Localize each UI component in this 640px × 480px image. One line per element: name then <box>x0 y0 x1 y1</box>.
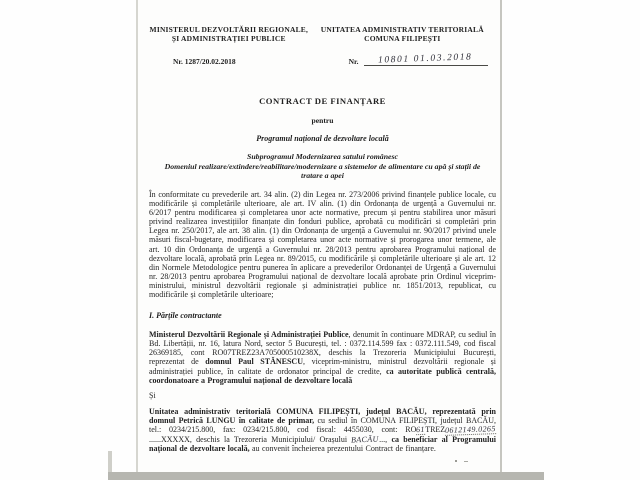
handwritten-registration-number: 10801 01.03.2018 <box>378 52 473 66</box>
document-page <box>136 0 502 473</box>
intro-paragraph: În conformitate cu prevederile art. 34 alin. (2) din Legea nr. 273/2006 privind finanțele publice locale, cu modificările și completările ulterioare, ale art. IV alin. (1) din Ordonanța de urgență a Guvernului nr. 6/2017 pentru modificarea și completarea unor acte normative, precum și pentru stabilirea unor măsuri privind realizarea investițiilor finanțate din fonduri publice, aprobată cu modificări si completări prin Legea nr. 250/2017, ale art. 38 alin. (1) din Ordonanța de urgență a Guvernului nr. 90/2017 privind unele măsuri fiscal-bugetare, modificarea și completarea unor acte normative și prorogarea unor termene, ale art. 10 din Ordonanța de urgență a Guvernului nr. 28/2013 pentru aprobarea Programului național de dezvoltare locală, aprobată prin Legea nr. 89/2015, cu modificările și completările ulterioare și ale art. 12 din Normele Metodologice pentru punerea în aplicare a prevederilor Ordonanței de Urgență a Guvernului nr. 28/2013 pentru aprobarea Programului național de dezvoltare locală aprobate prin Ordinul viceprim-ministrului, ministrul dezvoltării regionale și administrației publice nr. 1851/2013, republicat, cu modificările și completările ulterioare; <box>149 190 496 300</box>
right-org-line2: COMUNA FILIPEȘTI <box>364 34 441 43</box>
title-subprogram: Subprogramul Modernizarea satului românesc <box>247 152 398 161</box>
party1-name: Ministerul Dezvoltării Regionale și Administrației Publice <box>149 330 349 340</box>
party2-details1: cu sediul în COMUNA FILIPEȘTI, județul BACĂU, tel.: 0234/215.800, fax: 0234/215.800, cod fiscal: 4455030, cont: RO <box>149 415 496 434</box>
issuer-right-org <box>309 25 496 43</box>
party1-details2: , viceprim-ministru, ministrul dezvoltării regionale și administrației publice, în calitate de ordonator principal de credite, <box>149 357 496 376</box>
left-registration-number: Nr. 1287/20.02.2018 <box>173 57 236 66</box>
party2-details3: ..., <box>379 434 392 444</box>
conjunction-si: Și <box>149 390 156 400</box>
party1-details1: , denumit în continuare MDRAP, cu sediul în Bd. Libertății, nr. 16, latura Nord, sector 5 București, tel. : 0372.114.599 fax : 0372.111.549, cod fiscal 26369185, cont RO07TREZ23A705000510238X, deschis la Trezoreria Municipiului București, reprezentat de <box>149 330 497 367</box>
left-org-line2: ȘI ADMINISTRAȚIEI PUBLICE <box>171 34 286 43</box>
section1-heading: I. Părțile contractante <box>149 311 222 321</box>
title-domain: Domeniul realizare/extindere/reabilitare/modernizare a sistemelor de alimentare cu apă și stații de tratare a apei <box>164 162 481 180</box>
party1-role: ca autoritate publică centrală, coordonatoare a Programului național de dezvoltare locală <box>149 366 496 385</box>
title-block <box>149 96 496 180</box>
title-program: Programul național de dezvoltare locală <box>256 134 389 143</box>
issuer-left-org <box>149 25 309 43</box>
registration-number-row <box>149 54 496 66</box>
contract-title: CONTRACT DE FINANȚARE <box>259 96 386 106</box>
party2-role: ca beneficiar al Programului național de dezvoltare locală, <box>149 434 496 454</box>
party2-closing: au convenit încheierea prezentului Contract de finanțare. <box>249 444 436 454</box>
scan-bottom-band <box>108 472 544 480</box>
scan-edge-shadow <box>108 451 112 472</box>
scan-artifact <box>455 459 469 463</box>
right-registration-number <box>309 54 496 66</box>
title-pentru: pentru <box>311 116 334 125</box>
handwritten-account-part2: 0612149.0265 <box>445 423 497 435</box>
party1-representative: domnul Paul STĂNESCU <box>205 357 303 367</box>
party2-details2: ......XXXXX, deschis la Trezoreria Municipiului/ Orașului <box>149 434 352 444</box>
party2-account-mid: TREZ <box>425 424 446 434</box>
document-header <box>149 25 496 43</box>
left-org-line1: MINISTERUL DEZVOLTĂRII REGIONALE, <box>149 25 309 34</box>
party1-paragraph <box>149 330 496 385</box>
handwritten-account-part1: 61 <box>416 424 426 435</box>
handwritten-city: BACĂU <box>351 434 380 445</box>
right-org-line1: UNITATEA ADMINISTRATIV TERITORIALĂ <box>320 25 484 34</box>
right-number-label: Nr. <box>348 57 359 66</box>
right-number-underline <box>364 54 488 66</box>
party2-name: Unitatea administrativ teritorială COMUNA FILIPEȘTI, județul BACĂU, reprezentată prin domnul Petrică LUNGU în calitate de primar, <box>149 406 496 425</box>
party2-paragraph <box>149 407 496 453</box>
